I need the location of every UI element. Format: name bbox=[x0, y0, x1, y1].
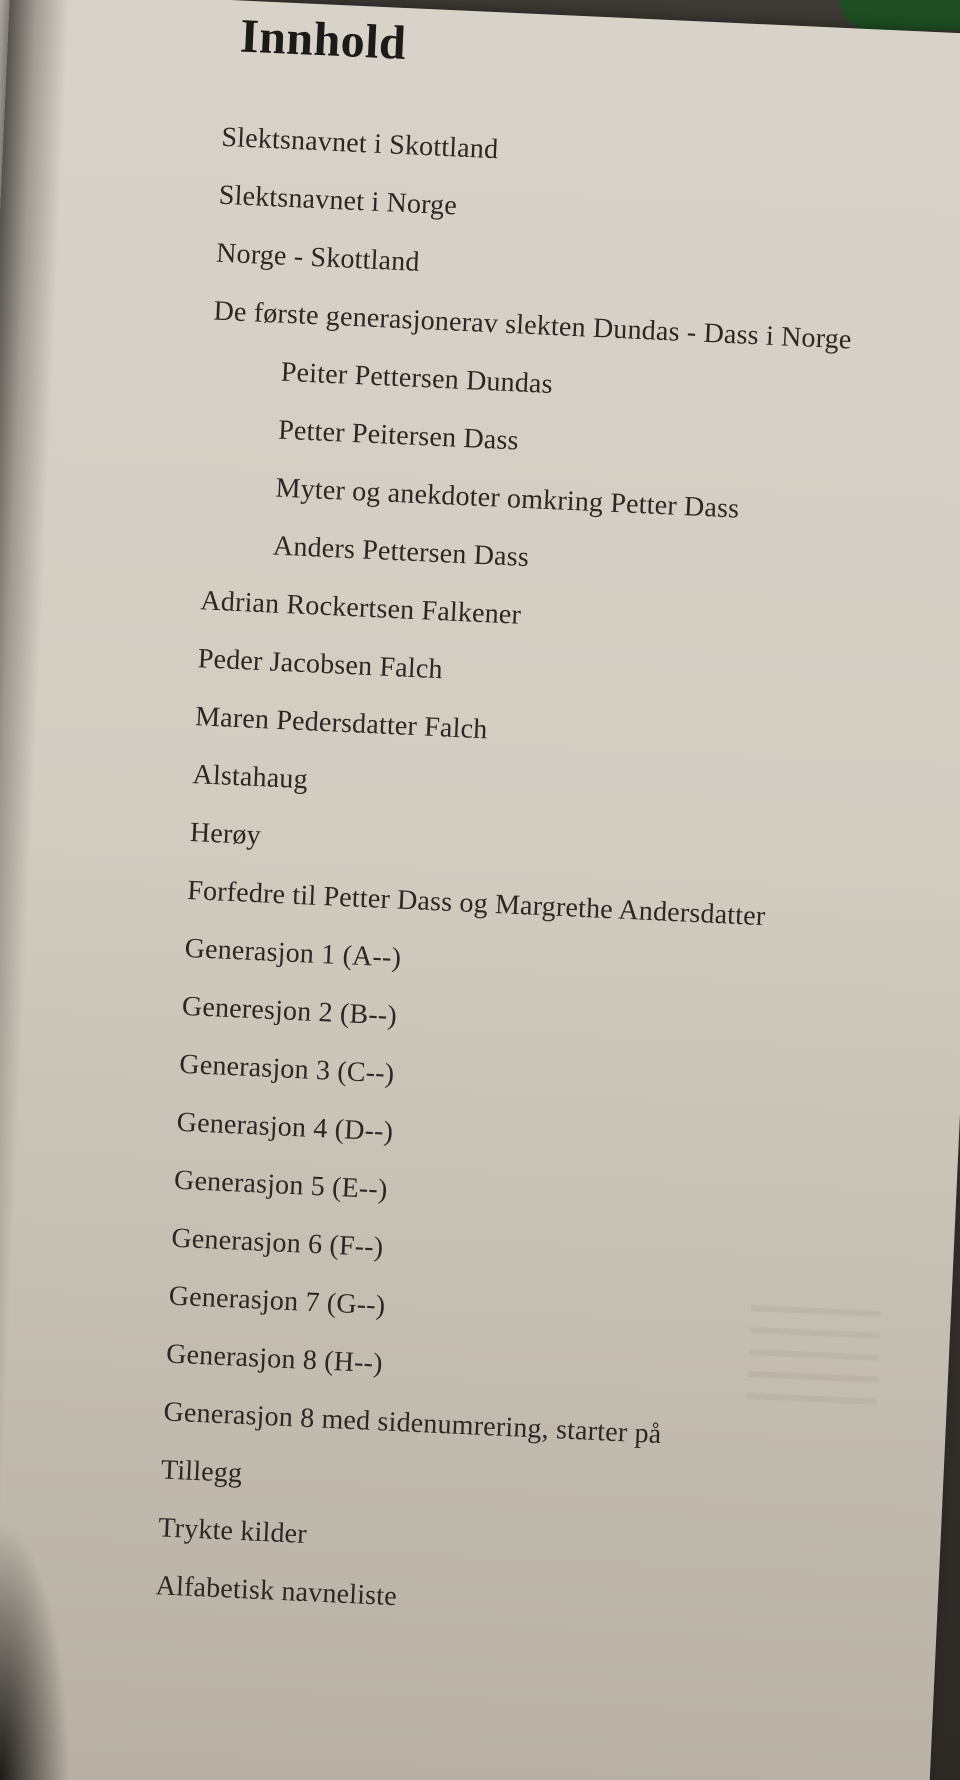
toc-entry: Generasjon 7 (G--) bbox=[168, 1280, 387, 1322]
toc-entry: Forfedre til Petter Dass og Margrethe Andersdatter bbox=[186, 874, 767, 933]
toc-entry: Slektsnavnet i Skottland bbox=[220, 121, 499, 166]
toc-entry: Generesjon 2 (B--) bbox=[181, 990, 398, 1032]
toc-entry: Generasjon 8 (H--) bbox=[165, 1338, 384, 1380]
toc-entry: De første generasjonerav slekten Dundas - Dass i Norge bbox=[212, 295, 853, 356]
toc-entry: Generasjon 1 (A--) bbox=[184, 932, 402, 974]
toc-entry: Herøy bbox=[189, 817, 262, 852]
bottom-corner-shadow bbox=[0, 1520, 70, 1780]
toc-entry: Generasjon 4 (D--) bbox=[176, 1106, 394, 1148]
toc-entry: Generasjon 3 (C--) bbox=[178, 1048, 396, 1090]
toc-entry: Maren Pedersdatter Falch bbox=[194, 701, 489, 746]
toc-subentry: Myter og anekdoter omkring Petter Dass bbox=[274, 472, 740, 525]
toc-subentry: Anders Pettersen Dass bbox=[272, 530, 530, 574]
toc-subentry: Petter Peitersen Dass bbox=[277, 414, 520, 457]
ink-bleed-through bbox=[746, 1305, 881, 1421]
toc-entry: Generasjon 8 med sidenumrering, starter på bbox=[162, 1396, 663, 1451]
toc-entry: Tillegg bbox=[160, 1454, 243, 1490]
toc-entry: Slektsnavnet i Norge bbox=[218, 179, 458, 222]
green-surface-corner bbox=[840, 0, 960, 30]
toc-entry: Alfabetisk navneliste bbox=[155, 1570, 398, 1613]
toc-title: Innhold bbox=[238, 9, 408, 71]
toc-entry: Adrian Rockertsen Falkener bbox=[199, 585, 522, 631]
toc-entry: Norge - Skottland bbox=[215, 237, 421, 278]
toc-entry: Trykte kilder bbox=[157, 1512, 308, 1551]
toc-entry: Generasjon 6 (F--) bbox=[170, 1222, 385, 1264]
toc-entry: Peder Jacobsen Falch bbox=[197, 643, 444, 686]
toc-subentry: Peiter Pettersen Dundas bbox=[280, 356, 554, 401]
toc-entry: Generasjon 5 (E--) bbox=[173, 1164, 389, 1206]
toc-entry: Alstahaug bbox=[191, 759, 309, 796]
